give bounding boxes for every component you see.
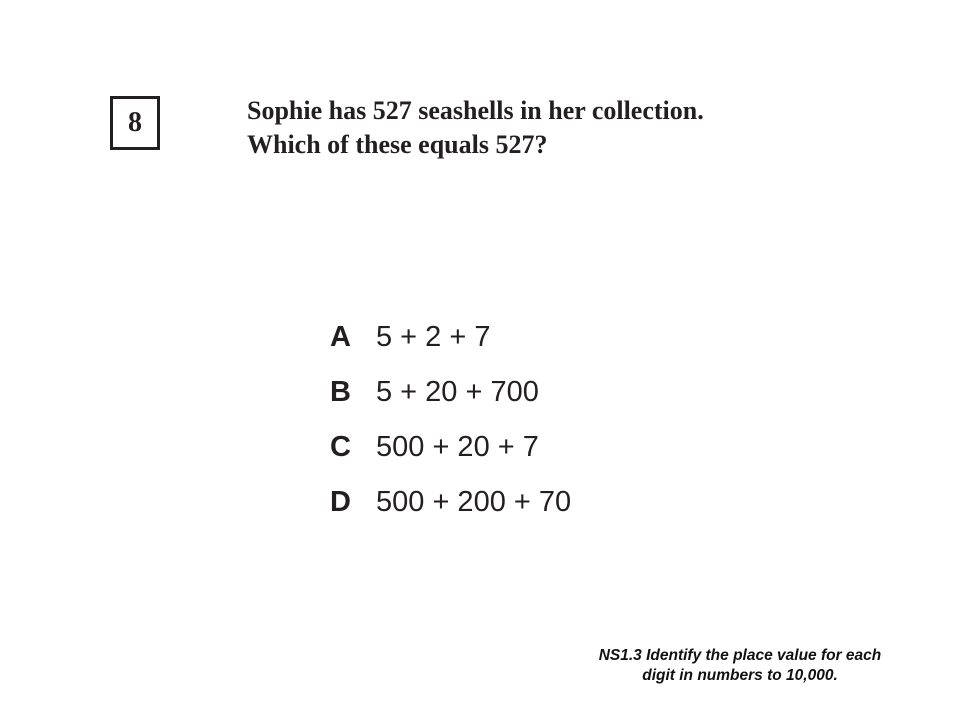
question-text xyxy=(247,94,867,162)
question-number: 8 xyxy=(128,107,142,138)
question-number-box xyxy=(110,96,160,150)
standard-line-2: digit in numbers to 10,000. xyxy=(642,667,838,684)
choice-expression: 5 + 20 + 700 xyxy=(376,376,539,408)
standard-line-1: NS1.3 Identify the place value for each xyxy=(598,647,882,664)
choice-letter: C xyxy=(330,431,351,463)
choice-letter: B xyxy=(330,376,351,408)
choice-b[interactable] xyxy=(330,373,730,428)
choice-letter: D xyxy=(330,486,351,518)
choice-c[interactable] xyxy=(330,428,730,483)
choice-expression: 500 + 20 + 7 xyxy=(376,431,539,463)
question-line-1: Sophie has 527 seashells in her collection. xyxy=(247,96,704,125)
choice-expression: 500 + 200 + 70 xyxy=(376,486,572,518)
choice-d[interactable] xyxy=(330,483,730,538)
choice-expression: 5 + 2 + 7 xyxy=(376,321,491,353)
choice-letter: A xyxy=(330,321,351,353)
answer-choices xyxy=(330,318,730,538)
standard-note xyxy=(540,646,940,686)
choice-a[interactable] xyxy=(330,318,730,373)
question-line-2: Which of these equals 527? xyxy=(247,130,548,159)
